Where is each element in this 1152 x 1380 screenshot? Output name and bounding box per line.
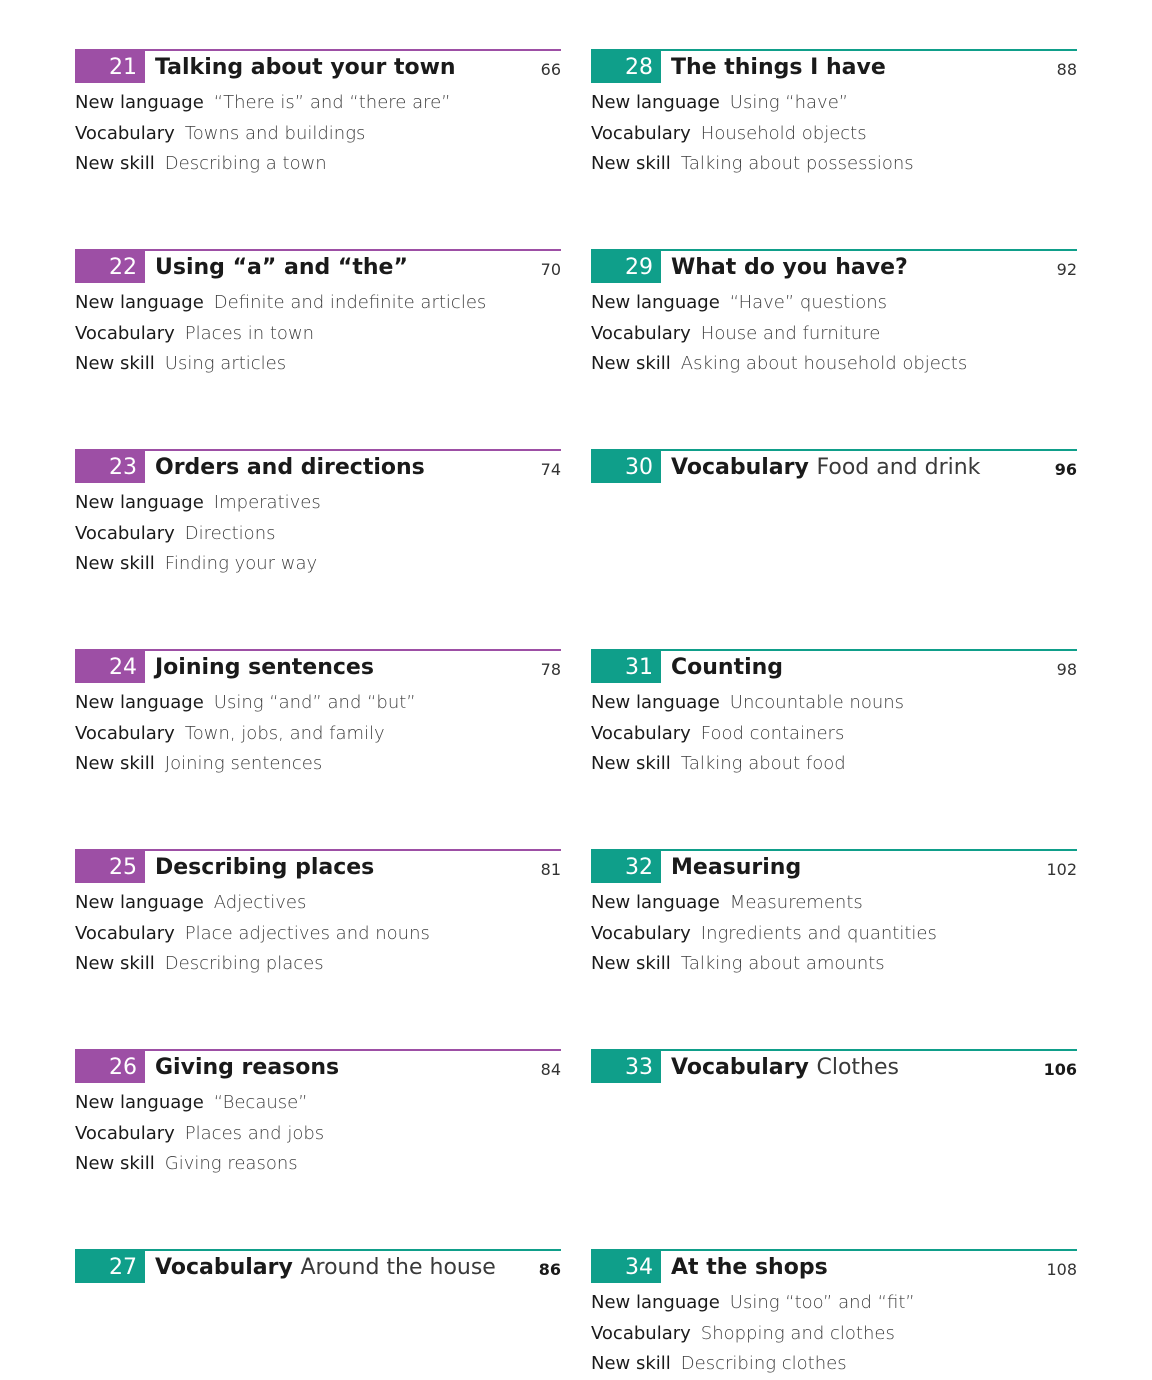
contents-unit-31 bbox=[591, 649, 1077, 780]
page-number: 96 bbox=[1054, 460, 1077, 479]
detail-value: Adjectives bbox=[213, 892, 307, 913]
contents-unit-34 bbox=[591, 1249, 1077, 1380]
detail-label: New language bbox=[75, 292, 204, 313]
detail-value: Shopping and clothes bbox=[700, 1322, 895, 1344]
unit-header bbox=[75, 849, 561, 885]
detail-label: New skill bbox=[591, 753, 671, 774]
unit-details bbox=[591, 1288, 1077, 1380]
detail-value: Describing places bbox=[164, 953, 324, 974]
contents-unit-30 bbox=[591, 449, 1077, 485]
detail-row-new-skill bbox=[591, 1349, 1077, 1380]
unit-title[interactable] bbox=[671, 451, 980, 484]
detail-value: Asking about household objects bbox=[680, 353, 968, 374]
unit-number-badge: 26 bbox=[75, 1051, 145, 1083]
unit-title-text: What do you have? bbox=[671, 255, 908, 280]
contents-unit-21 bbox=[75, 49, 561, 180]
unit-title[interactable] bbox=[155, 851, 374, 884]
unit-header bbox=[591, 849, 1077, 885]
unit-number-badge: 24 bbox=[75, 651, 145, 683]
detail-label: New language bbox=[591, 892, 720, 913]
contents-unit-27 bbox=[75, 1249, 561, 1285]
unit-title-text: Joining sentences bbox=[155, 655, 374, 680]
detail-row-new-skill bbox=[75, 349, 561, 380]
detail-row-vocabulary bbox=[75, 319, 561, 350]
contents-unit-32 bbox=[591, 849, 1077, 980]
detail-row-new-language bbox=[75, 688, 561, 719]
detail-row-new-language bbox=[75, 1088, 561, 1119]
detail-value: Describing a town bbox=[164, 153, 327, 174]
detail-label: Vocabulary bbox=[591, 322, 691, 344]
unit-header bbox=[591, 1049, 1077, 1085]
unit-details bbox=[75, 888, 561, 980]
detail-label: New skill bbox=[75, 353, 155, 374]
detail-label: Vocabulary bbox=[591, 922, 691, 944]
unit-number-badge: 33 bbox=[591, 1051, 661, 1083]
unit-number-badge: 22 bbox=[75, 251, 145, 283]
unit-title[interactable] bbox=[155, 1251, 496, 1284]
detail-value: Using “and” and “but” bbox=[213, 692, 416, 713]
unit-subtitle: Around the house bbox=[300, 1255, 496, 1280]
unit-details bbox=[591, 688, 1077, 780]
unit-title-text: Talking about your town bbox=[155, 55, 456, 80]
unit-header bbox=[75, 49, 561, 85]
detail-value: Towns and buildings bbox=[184, 122, 366, 144]
unit-subtitle: Clothes bbox=[816, 1055, 899, 1080]
detail-label: Vocabulary bbox=[75, 122, 175, 144]
detail-label: New skill bbox=[591, 1353, 671, 1374]
detail-value: Directions bbox=[184, 522, 276, 544]
detail-value: Town, jobs, and family bbox=[184, 722, 385, 744]
detail-label: Vocabulary bbox=[591, 122, 691, 144]
detail-value: Talking about possessions bbox=[680, 153, 914, 174]
detail-value: Talking about amounts bbox=[680, 953, 885, 974]
page-number: 108 bbox=[1046, 1260, 1077, 1279]
unit-title-text: The things I have bbox=[671, 55, 886, 80]
detail-row-new-language bbox=[75, 488, 561, 519]
detail-row-vocabulary bbox=[75, 919, 561, 950]
detail-value: Measurements bbox=[729, 892, 863, 913]
detail-row-new-language bbox=[591, 288, 1077, 319]
unit-details bbox=[591, 288, 1077, 380]
detail-row-new-skill bbox=[75, 549, 561, 580]
detail-value: Imperatives bbox=[213, 492, 321, 513]
detail-label: Vocabulary bbox=[75, 322, 175, 344]
unit-number-badge: 23 bbox=[75, 451, 145, 483]
detail-label: Vocabulary bbox=[75, 522, 175, 544]
unit-header bbox=[75, 249, 561, 285]
detail-label: New language bbox=[591, 692, 720, 713]
detail-row-vocabulary bbox=[75, 519, 561, 550]
detail-row-new-skill bbox=[591, 149, 1077, 180]
contents-unit-26 bbox=[75, 1049, 561, 1180]
page-number: 102 bbox=[1046, 860, 1077, 879]
unit-title[interactable] bbox=[671, 251, 908, 284]
detail-value: Uncountable nouns bbox=[729, 692, 905, 713]
unit-title-text: Orders and directions bbox=[155, 455, 425, 480]
detail-row-new-skill bbox=[591, 949, 1077, 980]
page-number: 84 bbox=[540, 1060, 561, 1079]
unit-title-text: Vocabulary bbox=[671, 455, 809, 480]
detail-value: Giving reasons bbox=[164, 1153, 298, 1174]
detail-label: New language bbox=[75, 492, 204, 513]
detail-label: New skill bbox=[75, 953, 155, 974]
detail-row-new-skill bbox=[75, 749, 561, 780]
unit-title-text: At the shops bbox=[671, 1255, 828, 1280]
page-number: 106 bbox=[1043, 1060, 1077, 1079]
detail-row-new-skill bbox=[75, 1149, 561, 1180]
unit-title-text: Counting bbox=[671, 655, 784, 680]
detail-label: Vocabulary bbox=[591, 722, 691, 744]
unit-header bbox=[591, 249, 1077, 285]
unit-title-text: Vocabulary bbox=[671, 1055, 809, 1080]
detail-label: New skill bbox=[75, 753, 155, 774]
detail-value: “Because” bbox=[213, 1092, 308, 1113]
unit-header bbox=[591, 449, 1077, 485]
unit-title[interactable] bbox=[671, 51, 886, 84]
detail-row-vocabulary bbox=[75, 1119, 561, 1150]
contents-unit-29 bbox=[591, 249, 1077, 380]
detail-value: Places in town bbox=[184, 322, 315, 344]
detail-label: Vocabulary bbox=[75, 1122, 175, 1144]
detail-row-new-language bbox=[591, 888, 1077, 919]
page-number: 66 bbox=[540, 60, 561, 79]
unit-title-text: Measuring bbox=[671, 855, 802, 880]
detail-label: New language bbox=[75, 692, 204, 713]
detail-row-new-skill bbox=[75, 949, 561, 980]
unit-details bbox=[75, 688, 561, 780]
detail-label: New language bbox=[591, 292, 720, 313]
unit-number-badge: 31 bbox=[591, 651, 661, 683]
contents-unit-22 bbox=[75, 249, 561, 380]
page-number: 86 bbox=[538, 1260, 561, 1279]
detail-value: “There is” and “there are” bbox=[213, 92, 451, 113]
unit-details bbox=[75, 288, 561, 380]
unit-title[interactable] bbox=[671, 851, 801, 884]
detail-value: Joining sentences bbox=[164, 753, 323, 774]
unit-title[interactable] bbox=[155, 451, 425, 484]
detail-row-vocabulary bbox=[591, 119, 1077, 150]
detail-value: Describing clothes bbox=[680, 1353, 847, 1374]
unit-details bbox=[75, 88, 561, 180]
detail-label: Vocabulary bbox=[591, 1322, 691, 1344]
detail-label: New skill bbox=[591, 953, 671, 974]
detail-value: Using “have” bbox=[729, 92, 849, 113]
detail-label: New skill bbox=[75, 153, 155, 174]
detail-value: Talking about food bbox=[680, 753, 846, 774]
detail-row-new-language bbox=[75, 288, 561, 319]
contents-unit-33 bbox=[591, 1049, 1077, 1085]
page-number: 92 bbox=[1056, 260, 1077, 279]
detail-row-vocabulary bbox=[591, 1319, 1077, 1350]
page-number: 98 bbox=[1056, 660, 1077, 679]
detail-label: New language bbox=[75, 92, 204, 113]
unit-header bbox=[591, 649, 1077, 685]
detail-row-new-language bbox=[591, 688, 1077, 719]
detail-label: New language bbox=[591, 1292, 720, 1313]
unit-number-badge: 25 bbox=[75, 851, 145, 883]
unit-title-text: Vocabulary bbox=[155, 1255, 293, 1280]
page-number: 88 bbox=[1056, 60, 1077, 79]
contents-unit-28 bbox=[591, 49, 1077, 180]
detail-row-new-language bbox=[591, 1288, 1077, 1319]
unit-details bbox=[591, 88, 1077, 180]
detail-row-new-skill bbox=[591, 349, 1077, 380]
unit-subtitle: Food and drink bbox=[816, 455, 981, 480]
unit-number-badge: 28 bbox=[591, 51, 661, 83]
page-number: 81 bbox=[540, 860, 561, 879]
page-number: 78 bbox=[540, 660, 561, 679]
unit-title[interactable] bbox=[155, 51, 456, 84]
unit-header bbox=[75, 449, 561, 485]
detail-value: Using articles bbox=[164, 353, 287, 374]
detail-value: Food containers bbox=[700, 722, 845, 744]
detail-label: New skill bbox=[75, 553, 155, 574]
unit-number-badge: 27 bbox=[75, 1251, 145, 1283]
detail-value: Finding your way bbox=[164, 553, 318, 574]
detail-value: Ingredients and quantities bbox=[700, 922, 937, 944]
detail-row-new-skill bbox=[75, 149, 561, 180]
detail-label: New language bbox=[75, 1092, 204, 1113]
detail-label: New skill bbox=[75, 1153, 155, 1174]
detail-label: New skill bbox=[591, 353, 671, 374]
unit-title-text: Describing places bbox=[155, 855, 375, 880]
detail-value: Definite and indefinite articles bbox=[213, 292, 487, 313]
contents-unit-24 bbox=[75, 649, 561, 780]
unit-number-badge: 34 bbox=[591, 1251, 661, 1283]
unit-title[interactable] bbox=[155, 251, 408, 284]
detail-value: Using “too” and “fit” bbox=[729, 1292, 915, 1313]
detail-value: “Have” questions bbox=[729, 292, 888, 313]
unit-title[interactable] bbox=[671, 1251, 828, 1284]
detail-value: Household objects bbox=[700, 122, 867, 144]
detail-row-new-language bbox=[75, 888, 561, 919]
unit-number-badge: 32 bbox=[591, 851, 661, 883]
unit-number-badge: 30 bbox=[591, 451, 661, 483]
unit-details bbox=[75, 488, 561, 580]
unit-header bbox=[75, 649, 561, 685]
unit-header bbox=[591, 49, 1077, 85]
unit-header bbox=[75, 1049, 561, 1085]
unit-number-badge: 29 bbox=[591, 251, 661, 283]
detail-row-new-skill bbox=[591, 749, 1077, 780]
detail-label: Vocabulary bbox=[75, 722, 175, 744]
detail-row-vocabulary bbox=[591, 919, 1077, 950]
detail-label: Vocabulary bbox=[75, 922, 175, 944]
unit-title[interactable] bbox=[155, 1051, 339, 1084]
detail-value: House and furniture bbox=[700, 322, 881, 344]
unit-title[interactable] bbox=[671, 1051, 899, 1084]
detail-row-vocabulary bbox=[75, 719, 561, 750]
unit-title[interactable] bbox=[155, 651, 374, 684]
unit-number-badge: 21 bbox=[75, 51, 145, 83]
unit-header bbox=[75, 1249, 561, 1285]
contents-unit-25 bbox=[75, 849, 561, 980]
unit-title-text: Using “a” and “the” bbox=[155, 255, 408, 280]
page-number: 70 bbox=[540, 260, 561, 279]
detail-label: New skill bbox=[591, 153, 671, 174]
detail-label: New language bbox=[75, 892, 204, 913]
detail-value: Place adjectives and nouns bbox=[184, 922, 430, 944]
unit-details bbox=[591, 888, 1077, 980]
unit-title-text: Giving reasons bbox=[155, 1055, 340, 1080]
page-number: 74 bbox=[540, 460, 561, 479]
detail-row-vocabulary bbox=[591, 719, 1077, 750]
detail-value: Places and jobs bbox=[184, 1122, 325, 1144]
unit-details bbox=[75, 1088, 561, 1180]
detail-row-new-language bbox=[591, 88, 1077, 119]
contents-unit-23 bbox=[75, 449, 561, 580]
detail-label: New language bbox=[591, 92, 720, 113]
unit-title[interactable] bbox=[671, 651, 783, 684]
detail-row-new-language bbox=[75, 88, 561, 119]
unit-header bbox=[591, 1249, 1077, 1285]
detail-row-vocabulary bbox=[75, 119, 561, 150]
detail-row-vocabulary bbox=[591, 319, 1077, 350]
